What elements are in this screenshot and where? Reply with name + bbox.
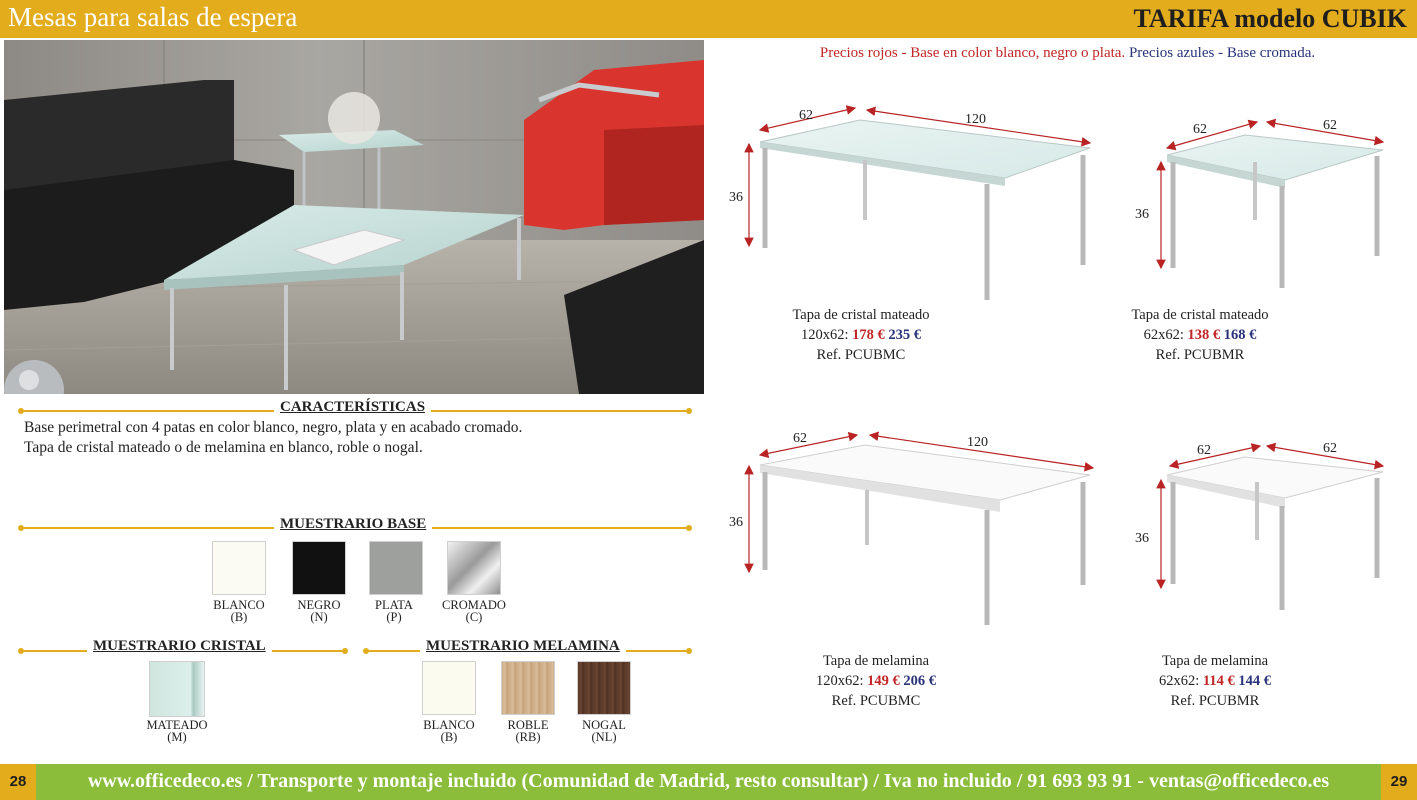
product-name: Tapa de melamina bbox=[1161, 653, 1269, 669]
product-caption-3 bbox=[746, 651, 1006, 711]
dim-depth-1: 62 bbox=[799, 108, 813, 123]
swatch-label: NEGRO (N) bbox=[297, 598, 341, 624]
table-drawing-glass-62 bbox=[1135, 118, 1383, 288]
price-note-blue: Precios azules - Base cromada. bbox=[1128, 45, 1316, 61]
dim-width-2: 62 bbox=[1323, 118, 1337, 133]
product-ref: Ref. PCUBMR bbox=[1155, 347, 1245, 363]
dim-height-1: 36 bbox=[729, 190, 743, 205]
muestrario-base-heading: MUESTRARIO BASE bbox=[274, 516, 432, 533]
muestrario-cristal-heading: MUESTRARIO CRISTAL bbox=[87, 638, 272, 655]
product-name: Tapa de cristal mateado bbox=[1131, 307, 1269, 323]
product-price-line bbox=[731, 325, 991, 345]
divider-dot bbox=[342, 648, 348, 654]
product-caption-4 bbox=[1085, 651, 1345, 711]
swatch-melamina-nogal bbox=[577, 661, 631, 715]
table-drawing-melamine-62 bbox=[1135, 441, 1383, 610]
price-blue: 168 € bbox=[1223, 327, 1257, 343]
product-ref: Ref. PCUBMC bbox=[831, 693, 921, 709]
price-red: 149 € bbox=[867, 673, 900, 689]
dim-height-4: 36 bbox=[1135, 531, 1149, 546]
dim-depth-3: 62 bbox=[793, 431, 807, 446]
caracteristicas-text bbox=[24, 418, 522, 458]
product-size: 120x62: bbox=[800, 327, 849, 343]
model-title: TARIFA modelo CUBIK bbox=[1133, 4, 1407, 33]
product-ref: Ref. PCUBMR bbox=[1170, 693, 1260, 709]
price-note bbox=[700, 45, 1417, 62]
dim-width-4: 62 bbox=[1323, 441, 1337, 456]
swatch-cristal-mateado bbox=[149, 661, 205, 717]
caracteristicas-line-1: Base perimetral con 4 patas en color blanco, negro, plata y en acabado cromado. bbox=[24, 419, 523, 436]
dim-height-2: 36 bbox=[1135, 207, 1149, 222]
dim-depth-4: 62 bbox=[1197, 443, 1211, 458]
page-number-right: 29 bbox=[1381, 764, 1417, 800]
swatch-base-negro bbox=[292, 541, 346, 595]
swatch-label: CROMADO (C) bbox=[442, 598, 506, 624]
divider-dot bbox=[686, 648, 692, 654]
product-price-line bbox=[1085, 671, 1345, 691]
swatch-label: BLANCO (B) bbox=[423, 718, 475, 744]
product-name: Tapa de cristal mateado bbox=[792, 307, 930, 323]
table-drawing-glass-120 bbox=[729, 108, 1090, 300]
swatch-base-cromado bbox=[447, 541, 501, 595]
product-ref: Ref. PCUBMC bbox=[816, 347, 906, 363]
divider-dot bbox=[686, 408, 692, 414]
divider-dot bbox=[686, 525, 692, 531]
muestrario-melamina-heading: MUESTRARIO MELAMINA bbox=[420, 638, 626, 655]
swatch-label: BLANCO (B) bbox=[213, 598, 265, 624]
swatch-base-plata bbox=[369, 541, 423, 595]
price-blue: 206 € bbox=[903, 673, 937, 689]
product-caption-2 bbox=[1070, 305, 1330, 365]
waiting-room-photo bbox=[4, 40, 704, 394]
table-drawing-melamine-120 bbox=[729, 431, 1093, 625]
swatch-label: PLATA (P) bbox=[375, 598, 413, 624]
swatch-label: ROBLE (RB) bbox=[507, 718, 549, 744]
product-size: 62x62: bbox=[1159, 673, 1200, 689]
product-name: Tapa de melamina bbox=[822, 653, 930, 669]
swatch-base-blanco bbox=[212, 541, 266, 595]
price-red: 138 € bbox=[1187, 327, 1221, 343]
caracteristicas-line-2: Tapa de cristal mateado o de melamina en blanco, roble o nogal. bbox=[24, 439, 423, 456]
price-red: 178 € bbox=[852, 327, 885, 343]
footer-contact: www.officedeco.es / Transporte y montaje incluido (Comunidad de Madrid, resto consultar) / Iva no incluido / 91 693 93 91 - ventas@officedeco.es bbox=[87, 770, 1330, 792]
product-price-line bbox=[1070, 325, 1330, 345]
dim-height-3: 36 bbox=[729, 515, 743, 530]
swatch-melamina-roble bbox=[501, 661, 555, 715]
price-red: 114 € bbox=[1202, 673, 1235, 689]
dim-width-1: 120 bbox=[965, 112, 986, 127]
price-blue: 235 € bbox=[888, 327, 922, 343]
product-caption-1 bbox=[731, 305, 991, 365]
page-title: Mesas para salas de espera bbox=[8, 2, 298, 32]
product-size: 62x62: bbox=[1143, 327, 1184, 343]
page-number-left: 28 bbox=[0, 764, 36, 800]
swatch-label: NOGAL (NL) bbox=[582, 718, 626, 744]
product-size: 120x62: bbox=[815, 673, 864, 689]
dim-depth-2: 62 bbox=[1193, 122, 1207, 137]
swatch-melamina-blanco bbox=[422, 661, 476, 715]
swatch-label: MATEADO (M) bbox=[146, 718, 208, 744]
product-drawings bbox=[715, 100, 1415, 640]
product-price-line bbox=[746, 671, 1006, 691]
price-note-red: Precios rojos - Base en color blanco, negro o plata. bbox=[819, 45, 1126, 61]
caracteristicas-heading: CARACTERÍSTICAS bbox=[274, 399, 431, 416]
dim-width-3: 120 bbox=[967, 435, 988, 450]
price-blue: 144 € bbox=[1238, 673, 1271, 689]
